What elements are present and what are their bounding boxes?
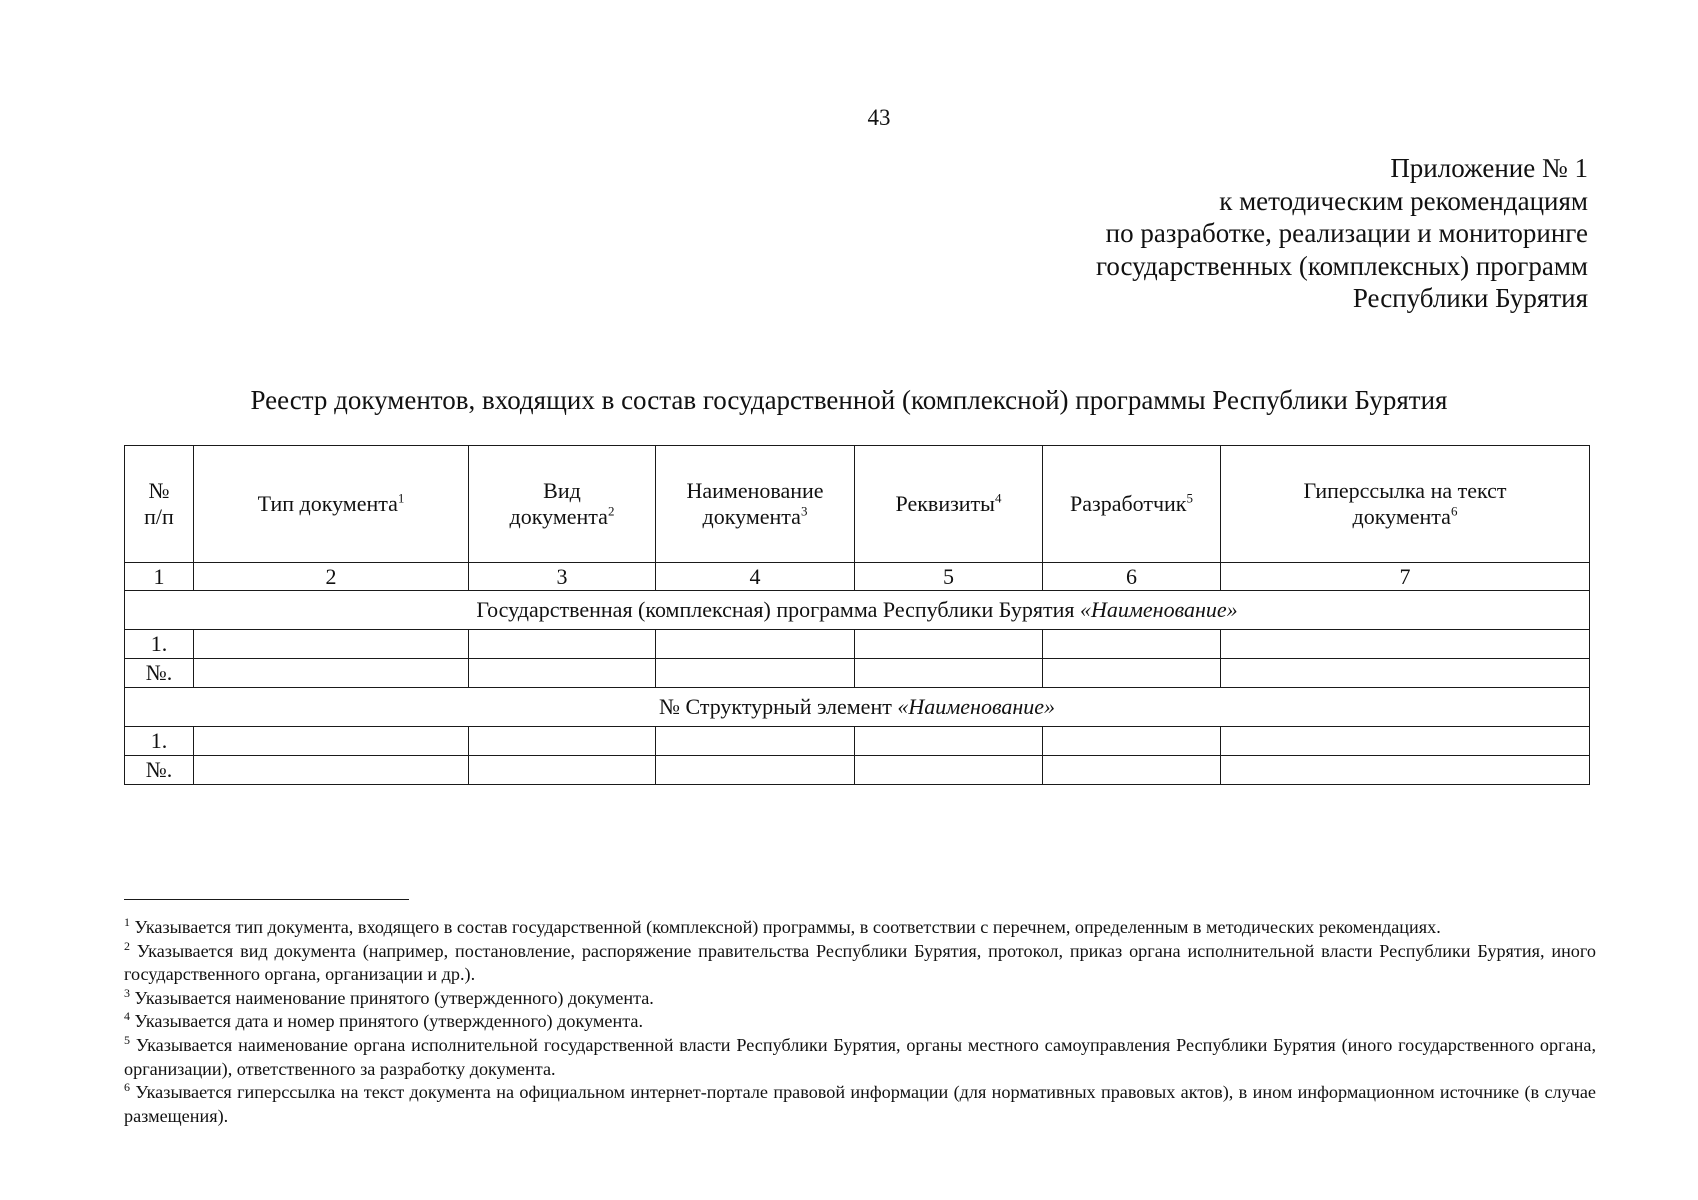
header-cell-name [656, 446, 855, 563]
column-number-row [125, 563, 1590, 591]
footnote [124, 1010, 1596, 1034]
appendix-line: Республики Бурятия [1352, 283, 1588, 314]
appendix-heading [1096, 152, 1588, 315]
empty-cell [1043, 756, 1221, 785]
row-number: №. [125, 659, 194, 688]
section-title [125, 688, 1590, 727]
footnote [124, 1081, 1596, 1128]
header-cell-number [125, 446, 194, 563]
appendix-line: государственных (комплексных) программ [1095, 250, 1588, 281]
page-number: 43 [867, 105, 891, 130]
header-label: № п/п [144, 478, 174, 529]
footnote-text: Указывается дата и номер принятого (утвержденного) документа. [134, 1011, 644, 1032]
empty-cell [1043, 630, 1221, 659]
header-label: Разработчик [1070, 491, 1187, 516]
empty-cell [656, 659, 855, 688]
header-label: Тип документа [257, 491, 398, 516]
section-title-text: Государственная (комплексная) программа Республики Бурятия [476, 597, 1080, 622]
empty-cell [194, 630, 469, 659]
column-number: 5 [855, 563, 1043, 591]
footnote-ref: 3 [800, 503, 808, 519]
empty-cell [1221, 727, 1590, 756]
footnote-text: Указывается тип документа, входящего в состав государственной (комплексной) программы, в соответствии с перечнем, определенным в методических рекомендациях. [134, 917, 1441, 937]
header-label: Реквизиты [895, 491, 995, 516]
empty-cell [1043, 727, 1221, 756]
footnote-number: 2 [124, 938, 130, 953]
footnote-number: 6 [124, 1080, 130, 1095]
footnote-ref: 4 [994, 490, 1002, 506]
header-label: Гиперссылка на текст документа [1303, 478, 1507, 529]
empty-cell [656, 756, 855, 785]
footnote-ref: 5 [1186, 490, 1193, 506]
footnote [124, 987, 1596, 1011]
row-number: №. [125, 756, 194, 785]
footnote [124, 916, 1596, 940]
header-label: Вид документа [509, 478, 608, 529]
empty-cell [1221, 756, 1590, 785]
table-row [125, 727, 1590, 756]
appendix-line: к методическим рекомендациям [1219, 185, 1588, 216]
table-title: Реестр документов, входящих в состав государственной (комплексной) программы Республики Бурятия [250, 385, 1448, 415]
empty-cell [469, 727, 656, 756]
footnote-number: 5 [124, 1032, 130, 1047]
column-number: 3 [469, 563, 656, 591]
row-number: 1. [125, 630, 194, 659]
footnote-text: Указывается гиперссылка на текст документа на официальном интернет-портале правовой информации (для нормативных правовых актов), в ином информационном источнике (в случае размещения). [124, 1082, 1596, 1126]
empty-cell [469, 756, 656, 785]
section-title-italic: «Наименование» [1079, 597, 1238, 622]
section-row-structural-element [125, 688, 1590, 727]
empty-cell [656, 630, 855, 659]
header-cell-requisites [855, 446, 1043, 563]
footnote [124, 940, 1596, 987]
section-row-program [125, 591, 1590, 630]
header-cell-hyperlink [1221, 446, 1590, 563]
empty-cell [194, 756, 469, 785]
empty-cell [855, 756, 1043, 785]
column-number: 7 [1221, 563, 1590, 591]
appendix-line: по разработке, реализации и мониторинге [1105, 218, 1588, 249]
table-row [125, 659, 1590, 688]
column-number: 6 [1043, 563, 1221, 591]
empty-cell [1221, 630, 1590, 659]
empty-cell [1221, 659, 1590, 688]
header-cell-developer [1043, 446, 1221, 563]
empty-cell [855, 630, 1043, 659]
appendix-line: Приложение № 1 [1390, 153, 1588, 183]
empty-cell [469, 630, 656, 659]
empty-cell [469, 659, 656, 688]
footnote-number: 1 [124, 914, 130, 929]
table-header-row [125, 446, 1590, 563]
table-row [125, 630, 1590, 659]
column-number: 4 [656, 563, 855, 591]
column-number: 1 [125, 563, 194, 591]
empty-cell [194, 659, 469, 688]
footnote-ref: 2 [607, 503, 615, 519]
footnote-text: Указывается наименование принятого (утвержденного) документа. [134, 987, 654, 1008]
empty-cell [194, 727, 469, 756]
section-title-text: № Структурный элемент [658, 694, 898, 719]
column-number: 2 [194, 563, 469, 591]
section-title-italic: «Наименование» [897, 694, 1056, 719]
footnote-ref: 6 [1450, 503, 1458, 519]
header-label: Наименование документа [686, 478, 824, 529]
footnote-text: Указывается вид документа (например, постановление, распоряжение правительства Республики Бурятия, протокол, приказ органа исполнительной власти Республики Бурятия, иного государственного органа, организации и др.). [124, 940, 1597, 985]
footnote-divider [124, 899, 409, 900]
row-number: 1. [125, 727, 194, 756]
section-title [125, 591, 1590, 630]
table-row [125, 756, 1590, 785]
header-cell-kind [469, 446, 656, 563]
empty-cell [1043, 659, 1221, 688]
footnote-ref: 1 [397, 490, 405, 506]
footnotes [124, 916, 1596, 1128]
footnote-number: 3 [124, 985, 130, 1000]
empty-cell [855, 659, 1043, 688]
footnote-text: Указывается наименование органа исполнительной государственной власти Республики Бурятия, органы местного самоуправления Республики Бурятия (иного государственного органа, организации), ответственного за разработку документа. [124, 1034, 1597, 1079]
registry-table [124, 445, 1590, 785]
empty-cell [656, 727, 855, 756]
footnote [124, 1034, 1596, 1081]
header-cell-type [194, 446, 469, 563]
footnote-number: 4 [124, 1009, 130, 1024]
empty-cell [855, 727, 1043, 756]
